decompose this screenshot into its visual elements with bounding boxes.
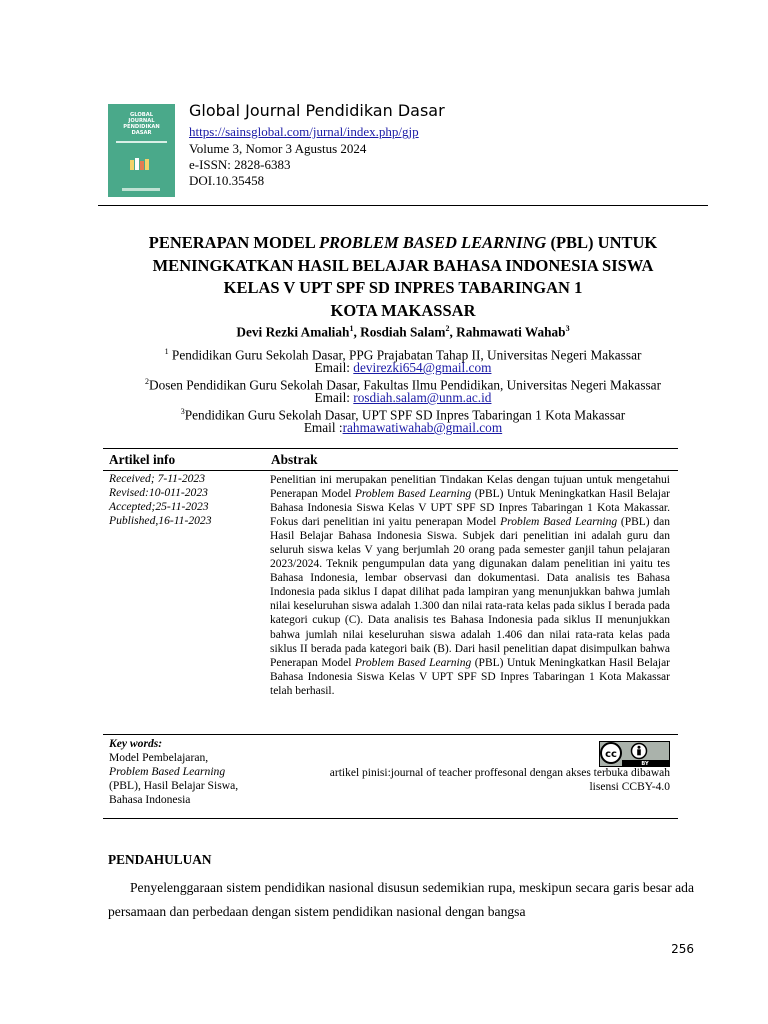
keyword: Bahasa Indonesia [109,793,191,806]
revised-date: Revised:10-011-2023 [109,486,208,499]
article-title [98,232,708,322]
journal-url-link[interactable]: https://sainsglobal.com/jurnal/index.php/gjp [189,124,419,139]
keywords-top-rule [103,734,678,735]
author-list [98,324,708,340]
title-text: (PBL) UNTUK [546,233,658,252]
journal-volume: Volume 3, Nomor 3 Agustus 2024 [189,141,367,156]
cover-title-line: JOURNAL [128,118,155,124]
email-label: Email: [314,390,354,405]
received-date: Received; 7-11-2023 [109,472,206,485]
title-line: MENINGKATKAN HASIL BELAJAR BAHASA INDONESIA SISWA [152,255,654,275]
table-top-rule [103,448,678,449]
keywords-block [109,737,238,807]
aff-text: Dosen Pendidikan Guru Sekolah Dasar, Fakultas Ilmu Pendidikan, Universitas Negeri Makassar [148,377,662,393]
title-line: KOTA MAKASSAR [330,300,476,320]
email-line-3 [98,419,708,436]
abstract-italic: Problem Based Learning [500,516,618,529]
cover-subtitle-bar [116,141,167,143]
email-label: Email: [314,360,354,375]
license-text [270,766,670,794]
aff-text: Pendidikan Guru Sekolah Dasar, PPG Prajabatan Tahap II, Universitas Negeri Makassar [168,347,642,363]
by-badge-text: BY [641,761,649,767]
books-illustration-icon [130,158,152,170]
cc-badge-text: cc [605,749,617,760]
page-number: 256 [671,942,694,956]
license-line: artikel pinisi:journal of teacher proffesonal dengan akses terbuka dibawah [329,767,670,779]
cover-title-line: GLOBAL [129,112,154,118]
abstract-italic: Problem Based Learning [354,488,472,501]
cover-publisher-bar [122,188,160,191]
email-label: Email : [303,420,343,435]
keyword: Problem Based Learning [109,765,226,778]
abstract-italic: Problem Based Learning [354,656,472,669]
header-divider [98,205,708,206]
author-sup: 1 [349,324,354,333]
title-line: KELAS V UPT SPF SD INPRES TABARINGAN 1 [223,278,583,297]
table-bottom-rule [103,818,678,819]
keyword: Model Pembelajaran, [109,751,209,764]
abstract-part: (PBL) dan Hasil Belajar Bahasa Indonesia Siswa. Subjek dari penelitian ini adalah guru dan seluruh siswa kelas V yang berjumlah 20 orang pada semester ganjil tahun pelajaran 2023/2024. Teknik pengumpulan data yang digunakan dalam penelitian ini yaitu tes Bahasa Indonesia, lembar observasi dan dokumentasi. Data analisis tes Bahasa Indonesia pada siklus I dapat dilihat pada lampiran yang menunjukkan bahwa jumlah nilai keseluruhan siswa adalah 1.300 dan nilai rata-rata kelas pada siklus I berada pada kategori cukup (C). Data analisis tes Bahasa Indonesia pada siklus II menunjukkan bahwa jumlah nilai keseluruhan siswa adalah 1.406 dan nilai rata-rata kelas pada siklus II berada pada kategori baik (B). Dari hasil penelitian dapat disimpulkan bahwa Penerapan Model [270,516,671,669]
cover-title-line: PENDIDIKAN [123,124,160,130]
section-heading: PENDAHULUAN [108,852,212,867]
author-name: , Rosdiah Salam [353,324,446,340]
article-info-heading: Artikel info [109,452,176,467]
abstract-part: Penelitian ini merupakan penelitian Tindakan Kelas dengan tujuan untuk mengetahui Penerapan Model [270,474,670,501]
keywords-label: Key words: [109,737,163,750]
email-link[interactable]: devirezki654@gmail.com [353,360,492,375]
aff-sup: 2 [144,377,149,386]
email-link[interactable]: rosdiah.salam@unm.ac.id [353,390,492,405]
author-sup: 3 [565,324,570,333]
title-text: PENERAPAN MODEL [148,233,319,252]
abstract-part: (PBL) Untuk Meningkatkan Hasil Belajar Bahasa Indonesia Siswa Kelas V UPT SPF SD Inpres Tabaringan 1 Kota Makassar telah berhasil. [270,656,670,697]
published-date: Published,16-11-2023 [109,514,212,527]
journal-eissn: e-ISSN: 2828-6383 [189,157,291,172]
author-name: , Rahmawati Wahab [449,324,566,340]
author-name: Devi Rezki Amaliah [236,324,350,340]
aff-sup: 3 [180,407,185,416]
license-line: lisensi CCBY-4.0 [589,781,670,793]
journal-name: Global Journal Pendidikan Dasar [189,101,445,120]
abstract-part: (PBL) Untuk Meningkatkan Hasil Belajar Bahasa Indonesia Siswa Kelas V UPT SPF SD Inpres Tabaringan 1 Kota Makassar. Fokus dari penelitian ini yaitu penerapan Model [270,488,670,529]
journal-cover-image [108,104,175,197]
cover-title-line: DASAR [131,130,152,136]
table-header-rule [103,470,678,471]
body-paragraph: Penyelenggaraan sistem pendidikan nasional disusun sedemikian rupa, meskipun secara garis besar ada persamaan dan perbedaan dengan sistem pendidikan nasional dengan bangsa [108,880,694,919]
title-italic-text: PROBLEM BASED LEARNING [318,233,547,252]
article-info-dates [109,472,212,528]
author-sup: 2 [445,324,450,333]
aff-text: Pendidikan Guru Sekolah Dasar, UPT SPF SD Inpres Tabaringan 1 Kota Makassar [184,407,626,423]
accepted-date: Accepted;25-11-2023 [109,500,209,513]
aff-sup: 1 [164,347,169,356]
abstract-heading: Abstrak [271,452,318,467]
keyword: (PBL), Hasil Belajar Siswa, [109,779,239,792]
cc-by-license-icon [599,741,670,767]
abstract-text [270,473,670,698]
journal-doi: DOI.10.35458 [189,173,265,188]
email-link[interactable]: rahmawatiwahab@gmail.com [342,420,503,435]
